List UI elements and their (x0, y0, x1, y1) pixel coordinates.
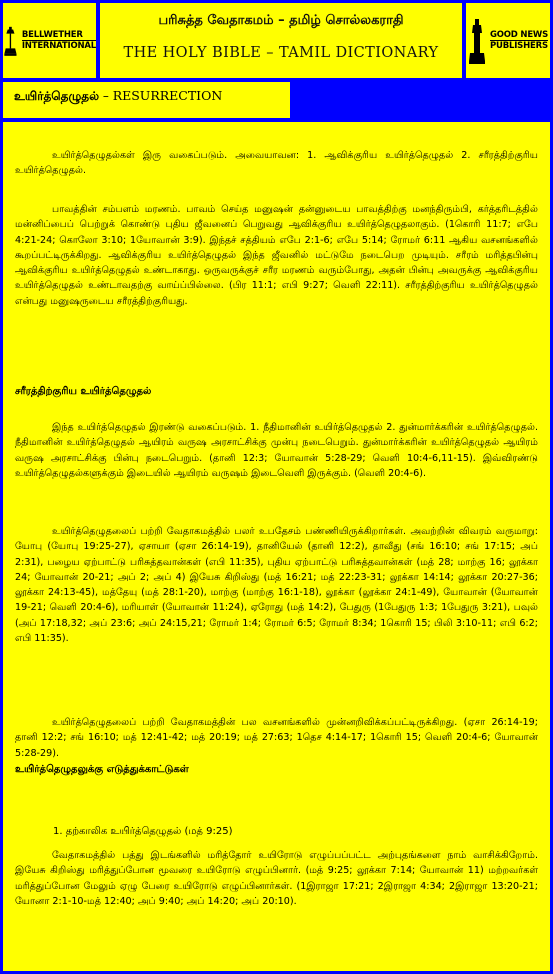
lamp-icon (3, 18, 18, 64)
heading-examples: உயிர்த்தெழுதலுக்கு எடுத்துக்காட்டுகள் (15, 764, 189, 775)
logo-left-line2: INTERNATIONAL (21, 41, 96, 51)
paragraph-bodily-types: இந்த உயிர்த்தெழுதல் இரண்டு வகைப்படும். 1. நீதிமானின் உயிர்த்தெழுதல் 2. துன்மார்க்கரின் உயிர்த்தெழுதல். நீதிமானின் உயிர்த்தெழுதல் ஆயிரம் வருஷ அரசாட்சிக்கு முன்பு நடைபெறும். துன்மார்க்கரின் உயிர்த்தெழுதல் ஆயிரம் வருஷ அரசாட்சிக்கு பின்பு நடைபெறும். (தானி 12:3; யோவான் 5:28-29; வெளி 10:4-6,11-15). இவ்விரண்டு உயிர்த்தெழுதல்களுக்கும் இடையில் ஆயிரம் வருஷம் இடைவெளி இருக்கும். (வெளி 20:4-6). (15, 422, 538, 479)
paragraph-spiritual: பாவத்தின் சம்பளம் மரணம். பாவம் செய்த மனுஷன் தன்னுடைய பாவத்திற்கு மனந்திரும்பி, கர்த்தரிடத்தில் மன்னிப்பைப் பெற்றுக் கொண்டு புதிய ஜீவனைப் பெறுவது ஆவிக்குரிய உயிர்த்தெழுதலாகும். (1கொரி 11:7; எபே 4:21-24; கொலோ 3:10; 1யோவான் 3:9). இந்தச் சத்தியம் எபே 2:1-6; எபே 5:14; ரோமர் 6:11 ஆகிய வசனங்களில் கூறப்பட்டிருக்கிறது. ஆவிக்குரிய உயிர்த்தெழுதல் இந்த ஜீவனில் மட்டுமே நடைபெற முடியும். சரீரம் மரித்தபின்பு ஆவிக்குரிய உயிர்த்தெழுதல் உண்டாகாது. ஒருவருக்குச் சரீர மரணம் வரும்போது, அதன் பின்பு அவருக்கு ஆவிக்குரிய உயிர்த்தெழுதல் உண்டாவதற்கு வாய்ப்பில்லை. (பிர 11:1; எபி 9:27; வெளி 22:11). சரீரத்திற்குரிய உயிர்த்தெழுதல் என்பது மனுஷருடைய சரீரத்திற்குரியது. (15, 204, 538, 307)
logo-left-line1: BELLWETHER (22, 30, 96, 41)
entry-title-box (3, 82, 290, 118)
paragraph-types: உயிர்த்தெழுதல்கள் இரு வகைப்படும். அவையாவன: 1. ஆவிக்குரிய உயிர்த்தெழுதல் 2. சரீரத்திற்குரிய உயிர்த்தெழுதல். (15, 150, 538, 177)
heading-bodily-resurrection: சரீரத்திற்குரிய உயிர்த்தெழுதல் (15, 386, 152, 397)
publisher-logo-right (466, 3, 550, 78)
entry-title-tamil: உயிர்த்தெழுதல் (14, 89, 100, 103)
entry-title (14, 88, 222, 105)
subheading-temporary: 1. தற்காலிக உயிர்த்தெழுதல் (மத் 9:25) (53, 826, 233, 837)
header-title-box (100, 3, 462, 78)
entry-title-english: RESURRECTION (112, 88, 223, 103)
entry-content (3, 122, 550, 971)
paragraph-examples: வேதாகமத்தில் பத்து இடங்களில் மரித்தோர் உயிரோடு எழுப்பப்பட்ட அற்புதங்களை நாம் வாசிக்கிறோம். இயேசு கிறிஸ்து மரித்துப்போன மூவரை உயிரோடு எழுப்பினார். (மத் 9:25; லூக்கா 7:14; யோவான் 11) மற்றவர்கள் மரித்துப்போன மேலும் ஏழு பேரை உயிரோடு எழுப்பினார்கள். (1இராஜா 17:21; 2இராஜா 4:34; 2இராஜா 13:20-21; யோனா 2:1-10-மத் 12:40; அப் 9:40; அப் 14:20; அப் 20:10). (15, 850, 538, 907)
header-english-title: THE HOLY BIBLE – TAMIL DICTIONARY (123, 45, 439, 61)
header-tamil-title: பரிசுத்த வேதாகமம் – தமிழ் சொல்லகராதி (158, 13, 404, 28)
logo-right-line1: GOOD NEWS (489, 30, 549, 40)
tower-icon (468, 17, 486, 65)
entry-title-separator: – (99, 89, 113, 103)
paragraph-teachers: உயிர்த்தெழுதலைப் பற்றி வேதாகமத்தில் பலர் உபதேசம் பண்ணியிருக்கிறார்கள். அவற்றின் விவரம் வருமாறு: யோபு (யோபு 19:25-27), ஏசாயா (ஏசா 26:14-19), தானியேல் (தானி 12:2), தாவீது (சங் 16:10; சங் 17:15; அப் 2:31), பழைய ஏற்பாட்டு பரிசுத்தவான்கள் (எபி 11:35), புதிய ஏற்பாட்டு பரிசுத்தவான்கள் (மத் 28; மாற்கு 16; லூக்கா 24; யோவான் 20-21; அப் 2; அப் 4) இயேசு கிறிஸ்து (மத் 16:21; மத் 22:23-31; லூக்கா 14:14; லூக்கா 20:27-36; லூக்கா 24:13-45), மத்தேயு (மத் 28:1-20), மாற்கு (மாற்கு 16:1-18), லூக்கா (லூக்கா 24:1-49), யோவான் (யோவான் 19-21; வெளி 20:4-6), மரியாள் (யோவான் 11:24), ஏரோது (மத் 14:2), பேதுரு (1பேதுரு 1:3; 1பேதுரு 3:21), பவுல் (அப் 17:18,32; அப் 23:6; அப் 24:15,21; ரோமர் 1:4; ரோமர் 6:5; ரோமர் 8:34; 1கொரி 15; பிலி 3:10-11; எபி 6:2; எபி 11:35). (15, 526, 538, 645)
publisher-logo-left (3, 3, 96, 78)
logo-right-line2: PUBLISHERS (489, 41, 548, 51)
paragraph-prophecies: உயிர்த்தெழுதலைப் பற்றி வேதாகமத்தின் பல வசனங்களில் முன்னறிவிக்கப்பட்டிருக்கிறது. (ஏசா 26:14-19; தானி 12:2; சங் 16:10; மத் 12:41-42; மத் 20:19; மத் 27:63; 1தெச 4:14-17; 1கொரி 15; வெளி 20:4-6; யோவான் 5:28-29). (15, 717, 538, 759)
